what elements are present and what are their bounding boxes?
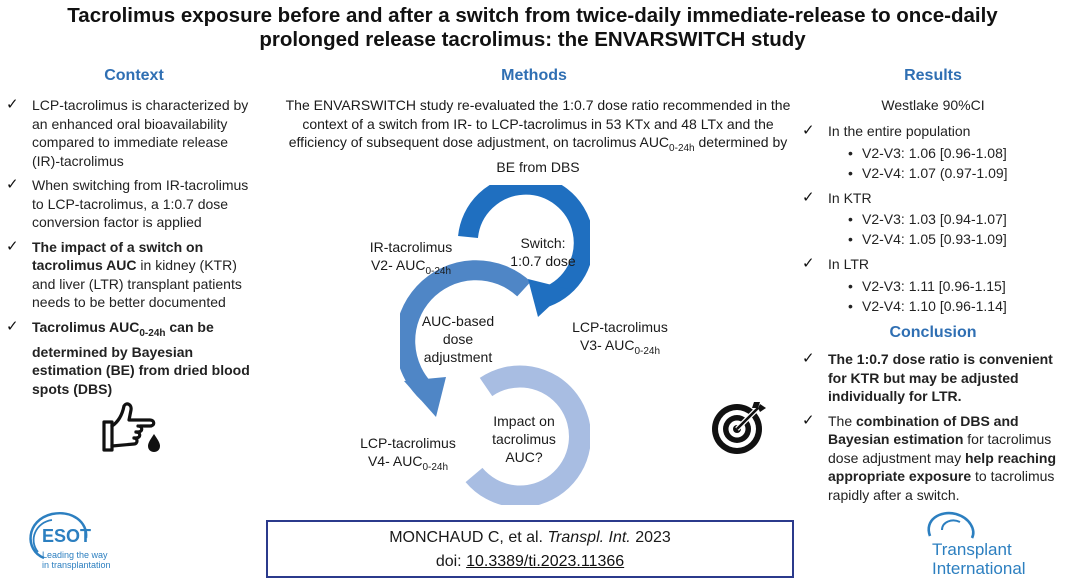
diagram-step-impact: Impact on tacrolimus AUC? <box>492 413 556 465</box>
doi-line: doi: 10.3389/ti.2023.11366 <box>435 553 625 570</box>
ti-name: Transplant International <box>932 540 1026 578</box>
target-icon <box>708 398 770 456</box>
results-heading: Results <box>904 67 962 84</box>
results-group: ✓ In the entire population • V2-V3: 1.06 [0.96-1.08] • V2-V4: 1.07 (0.97-1.09] <box>800 122 1062 183</box>
doi-link[interactable]: 10.3389/ti.2023.11366 <box>466 553 625 570</box>
hand-drop-icon <box>98 398 168 458</box>
conclusion-item: ✓ The combination of DBS and Bayesian estimation for tacrolimus dose adjustment may help reaching appropriate exposure to tacrolimus rapidly after a switch. <box>800 412 1062 505</box>
results-list <box>800 122 1062 322</box>
results-row: • V2-V4: 1.10 [0.96-1.14] <box>828 296 1062 316</box>
results-row: • V2-V4: 1.05 [0.93-1.09] <box>828 229 1062 249</box>
conclusion-list <box>800 350 1062 510</box>
diagram-v3-label: LCP-tacrolimus V3- $AUC_{0-24h}$ <box>572 319 668 357</box>
diagram-v4-label: LCP-tacrolimus V4- $AUC_{0-24h}$ <box>360 435 456 473</box>
esot-logo <box>18 506 138 580</box>
results-row: • V2-V3: 1.11 [0.96-1.15] <box>828 276 1062 296</box>
results-subheading: Westlake 90%CI <box>881 97 985 113</box>
title-line-2: prolonged release tacrolimus: the ENVARSWITCH study <box>259 28 806 51</box>
citation-box <box>266 520 794 578</box>
diagram-step-adjustment: AUC-based dose adjustment <box>421 313 495 365</box>
context-item: ✓ LCP-tacrolimus is characterized by an enhanced oral bioavailability compared to immediate release (IR)-tacrolimus <box>4 96 256 170</box>
page-title <box>0 4 1065 52</box>
context-item: ✓ When switching from IR-tacrolimus to LCP-tacrolimus, a 1:0.7 dose conversion factor is applied <box>4 176 256 232</box>
conclusion-item: ✓ The 1:0.7 dose ratio is convenient for KTR but may be adjusted individually for LTR. <box>800 350 1062 406</box>
methods-heading: Methods <box>501 67 567 84</box>
diagram-step-switch: Switch: 1:0.7 dose <box>510 235 576 269</box>
context-item: ✓ Tacrolimus $AUC_{0-24h}$ can be determined by Bayesian estimation (BE) from dried blood spots (DBS) <box>4 318 256 399</box>
context-heading: Context <box>104 67 164 84</box>
methods-description: The ENVARSWITCH study re-evaluated the 1:0.7 dose ratio recommended in the context of a switch from IR- to LCP-tacrolimus in 53 KTx and 48 LTx and the efficiency of subsequent dose adjustment, on tacrolimus $AUC_{0-24h}$ determined by BE from DBS <box>285 97 791 176</box>
results-group: ✓ In LTR • V2-V3: 1.11 [0.96-1.15] • V2-V4: 1.10 [0.96-1.14] <box>800 255 1062 316</box>
esot-tagline: Leading the way in transplantation <box>42 550 111 570</box>
conclusion-heading: Conclusion <box>889 324 977 341</box>
transplant-international-logo <box>906 506 1060 582</box>
diagram-v2-label: IR-tacrolimus V2- $AUC_{0-24h}$ <box>369 239 453 277</box>
title-line-1: Tacrolimus exposure before and after a switch from twice-daily immediate-release to once-daily <box>67 4 998 27</box>
esot-name: ESOT <box>42 526 92 546</box>
results-group: ✓ In KTR • V2-V3: 1.03 [0.94-1.07] • V2-V4: 1.05 [0.93-1.09] <box>800 189 1062 250</box>
context-list <box>4 96 256 404</box>
context-item: ✓ The impact of a switch on tacrolimus AUC in kidney (KTR) and liver (LTR) transplant patients needs to be better documented <box>4 238 256 312</box>
results-row: • V2-V3: 1.06 [0.96-1.08] <box>828 143 1062 163</box>
results-row: • V2-V3: 1.03 [0.94-1.07] <box>828 209 1062 229</box>
citation-line: MONCHAUD C, et al. Transpl. Int. 2023 <box>389 529 671 546</box>
results-row: • V2-V4: 1.07 (0.97-1.09] <box>828 163 1062 183</box>
cycle-arrow-2-head <box>404 377 446 417</box>
